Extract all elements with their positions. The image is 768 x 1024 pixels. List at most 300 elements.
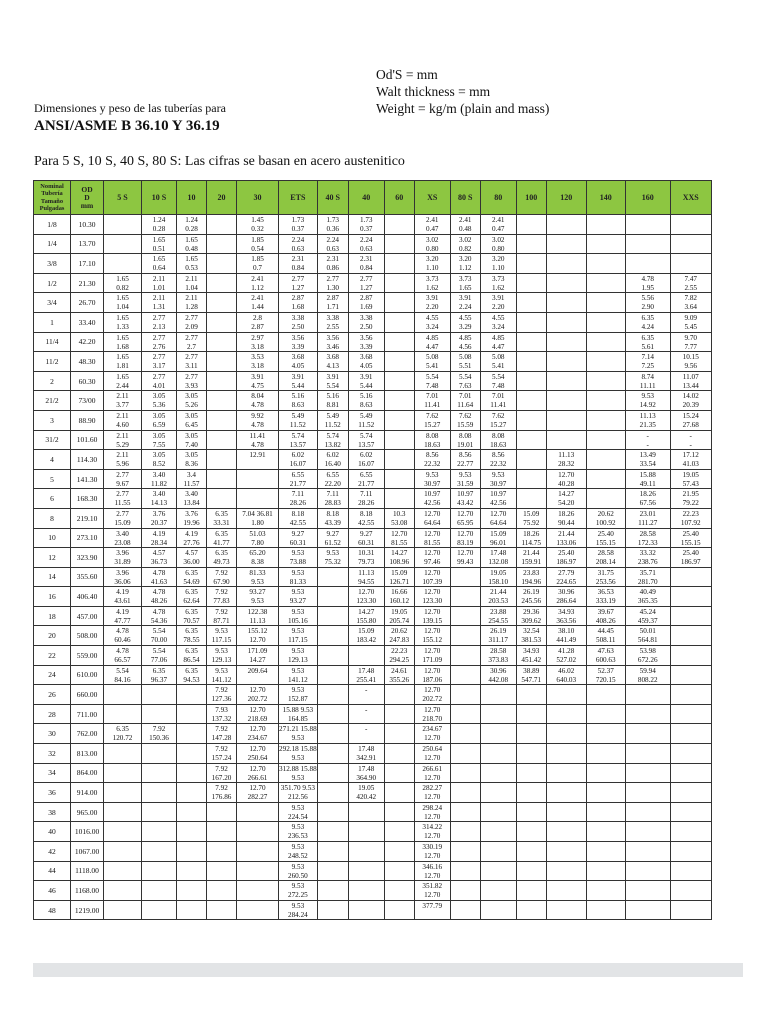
weight-value: 13.44 xyxy=(682,381,699,390)
wall-thickness-value: 271.21 15.88 xyxy=(279,725,317,734)
schedule-cell xyxy=(546,900,586,920)
schedule-cell xyxy=(625,548,670,568)
table-row xyxy=(34,626,712,646)
weight-value: 27.76 xyxy=(183,538,200,547)
wall-thickness-value: 1.85 xyxy=(251,235,264,244)
table-row xyxy=(34,352,712,372)
wall-thickness-value: 12.70 xyxy=(424,607,441,616)
wall-thickness-value: 2.11 xyxy=(185,294,198,303)
schedule-cell xyxy=(177,783,207,803)
weight-value: 5.45 xyxy=(684,322,698,331)
wall-thickness-value: 9.53 xyxy=(291,627,305,636)
schedule-cell xyxy=(104,763,142,783)
weight-value: 2.55 xyxy=(684,283,698,292)
weight-value: 1.71 xyxy=(326,303,340,312)
weight-value: 7.77 xyxy=(684,342,698,351)
wall-thickness-value: 2.41 xyxy=(251,294,264,303)
schedule-cell xyxy=(480,704,516,724)
schedule-cell xyxy=(670,587,711,607)
schedule-cell xyxy=(414,763,450,783)
weight-value: 141.12 xyxy=(211,675,232,684)
schedule-cell xyxy=(142,234,177,254)
weight-value: 108.96 xyxy=(389,558,410,567)
schedule-cell xyxy=(414,646,450,666)
od-cell: 559.00 xyxy=(71,646,104,666)
schedule-cell xyxy=(142,763,177,783)
schedule-cell xyxy=(670,567,711,587)
wall-thickness-value: 12.70 xyxy=(424,666,441,675)
weight-value: 294.25 xyxy=(389,656,410,665)
nominal-size-cell: 48 xyxy=(34,900,71,920)
schedule-cell xyxy=(670,489,711,509)
wall-thickness-value: 9.53 xyxy=(291,843,305,851)
schedule-cell xyxy=(480,724,516,744)
wall-thickness-value: 2.24 xyxy=(291,235,305,244)
schedule-cell xyxy=(450,273,480,293)
weight-value: 4.24 xyxy=(641,322,655,331)
weight-value: 172.33 xyxy=(637,538,658,547)
schedule-cell xyxy=(586,842,625,862)
wall-thickness-value: 9.53 xyxy=(291,803,305,812)
header-schedule: 10 S xyxy=(142,181,177,215)
weight-value: 14.92 xyxy=(639,401,656,410)
wall-thickness-value: 9.53 xyxy=(491,470,505,479)
weight-value: 1.80 xyxy=(251,518,264,527)
schedule-cell xyxy=(348,410,384,430)
wall-thickness-value: 3.56 xyxy=(326,333,340,342)
weight-value: 183.42 xyxy=(356,636,377,645)
schedule-cell xyxy=(237,352,279,372)
weight-value: 66.57 xyxy=(114,656,131,665)
schedule-cell xyxy=(625,273,670,293)
schedule-cell xyxy=(104,646,142,666)
schedule-cell xyxy=(348,744,384,764)
schedule-cell xyxy=(177,430,207,450)
weight-value: 373.83 xyxy=(488,656,509,665)
schedule-cell xyxy=(480,763,516,783)
schedule-cell xyxy=(142,783,177,803)
weight-value: 3.39 xyxy=(291,342,305,351)
schedule-cell xyxy=(670,724,711,744)
od-cell: 219.10 xyxy=(71,508,104,528)
wall-thickness-value: 3.91 xyxy=(291,372,305,381)
schedule-cell xyxy=(670,881,711,901)
weight-value: 11.57 xyxy=(183,479,200,488)
weight-value: 4.05 xyxy=(359,362,373,371)
wall-thickness-value: 9.92 xyxy=(251,411,264,420)
schedule-cell xyxy=(348,352,384,372)
schedule-cell xyxy=(546,332,586,352)
pipe-schedule-table xyxy=(33,180,712,920)
weight-value: 1.10 xyxy=(491,264,505,273)
weight-value: 3.39 xyxy=(359,342,373,351)
schedule-cell xyxy=(450,489,480,509)
weight-value: 365.35 xyxy=(637,597,658,606)
wall-thickness-value: 4.78 xyxy=(641,274,655,283)
wall-thickness-value: 6.35 xyxy=(215,509,228,518)
schedule-cell xyxy=(237,900,279,920)
nominal-size-cell: 10 xyxy=(34,528,71,548)
weight-value: 355.26 xyxy=(389,675,410,684)
weight-value: 12.70 xyxy=(424,773,441,782)
schedule-cell xyxy=(317,332,348,352)
weight-value: 0.84 xyxy=(291,264,305,273)
wall-thickness-value: 6.35 xyxy=(185,607,198,616)
wall-thickness-value: 8.18 xyxy=(326,509,340,518)
table-row xyxy=(34,744,712,764)
wall-thickness-value: 6.55 xyxy=(326,470,340,479)
schedule-cell xyxy=(546,254,586,274)
schedule-cell xyxy=(670,293,711,313)
weight-value: 83.19 xyxy=(457,538,474,547)
schedule-cell xyxy=(480,508,516,528)
schedule-cell xyxy=(348,842,384,862)
schedule-cell xyxy=(414,469,450,489)
wall-thickness-value: 3.38 xyxy=(326,313,340,322)
wall-thickness-value: 298.24 xyxy=(422,803,443,812)
schedule-cell xyxy=(516,254,546,274)
weight-value: 18.63 xyxy=(490,440,507,449)
schedule-cell xyxy=(414,704,450,724)
schedule-cell xyxy=(279,508,318,528)
schedule-cell xyxy=(142,371,177,391)
wall-thickness-value: 9.53 xyxy=(291,549,305,558)
weight-value: 2.20 xyxy=(491,303,505,312)
wall-thickness-value: 12.70 xyxy=(424,705,441,714)
wall-thickness-value: 23.88 xyxy=(490,607,507,616)
weight-value: 16.40 xyxy=(324,460,341,469)
wall-thickness-value: 18.26 xyxy=(523,529,540,538)
wall-thickness-value: 4.19 xyxy=(116,607,129,616)
schedule-cell xyxy=(384,215,414,235)
weight-value: 167.20 xyxy=(211,773,232,782)
wall-thickness-value: 7.93 xyxy=(215,705,228,714)
wall-thickness-value: 12.70 xyxy=(391,529,408,538)
schedule-cell xyxy=(317,312,348,332)
schedule-cell xyxy=(450,665,480,685)
schedule-cell xyxy=(317,900,348,920)
nominal-size-cell: 1/4 xyxy=(34,234,71,254)
schedule-cell xyxy=(317,763,348,783)
schedule-cell xyxy=(516,430,546,450)
schedule-cell xyxy=(348,254,384,274)
wall-thickness-value: 2.77 xyxy=(326,274,340,283)
wall-thickness-value: 14.27 xyxy=(558,490,575,499)
schedule-cell xyxy=(670,763,711,783)
schedule-cell xyxy=(586,724,625,744)
weight-value: 254.55 xyxy=(488,616,509,625)
weight-value: 3.77 xyxy=(116,401,129,410)
weight-value: 186.97 xyxy=(680,558,701,567)
weight-value: 2.20 xyxy=(425,303,439,312)
wall-thickness-value: 53.98 xyxy=(639,647,656,656)
wall-thickness-value: 2.11 xyxy=(152,294,166,303)
schedule-cell xyxy=(142,215,177,235)
table-row xyxy=(34,548,712,568)
schedule-cell xyxy=(177,861,207,881)
weight-value: 42.56 xyxy=(424,499,441,508)
wall-thickness-value: 171.09 xyxy=(247,647,268,656)
od-cell: 141.30 xyxy=(71,469,104,489)
weight-value: 4.78 xyxy=(251,401,264,410)
wall-thickness-value: 5.54 xyxy=(425,372,439,381)
wall-thickness-value: 7.11 xyxy=(360,490,373,499)
weight-value: 4.05 xyxy=(291,362,305,371)
weight-value: 31.59 xyxy=(457,479,474,488)
schedule-cell xyxy=(279,626,318,646)
schedule-cell xyxy=(142,410,177,430)
schedule-cell xyxy=(586,802,625,822)
schedule-cell xyxy=(177,900,207,920)
document-title: ANSI/ASME B 36.10 Y 36.19 xyxy=(34,118,220,134)
wall-thickness-value: 16.66 xyxy=(391,588,408,597)
schedule-cell xyxy=(586,685,625,705)
wall-thickness-value: 7.14 xyxy=(641,353,655,362)
schedule-cell xyxy=(104,391,142,411)
schedule-cell xyxy=(237,548,279,568)
schedule-cell xyxy=(384,783,414,803)
weight-value: 364.90 xyxy=(356,773,377,782)
weight-value: 0.51 xyxy=(152,244,166,253)
schedule-cell xyxy=(142,548,177,568)
schedule-cell xyxy=(279,685,318,705)
weight-value: 4.78 xyxy=(251,440,264,449)
weight-value: 5.51 xyxy=(458,362,472,371)
schedule-cell xyxy=(177,685,207,705)
weight-value: 23.08 xyxy=(114,538,131,547)
wall-thickness-value: 7.62 xyxy=(491,411,505,420)
schedule-cell xyxy=(546,508,586,528)
schedule-cell xyxy=(670,822,711,842)
nominal-size-cell: 2 xyxy=(34,371,71,391)
schedule-cell xyxy=(104,371,142,391)
weight-value: 272.25 xyxy=(287,891,308,900)
weight-value: 187.06 xyxy=(422,675,443,684)
schedule-cell xyxy=(516,626,546,646)
weight-value: 31.89 xyxy=(114,558,131,567)
weight-value: 5.29 xyxy=(116,440,129,449)
wall-thickness-value: 3.20 xyxy=(458,255,472,264)
wall-thickness-value: 28.58 xyxy=(639,529,656,538)
weight-value: 54.36 xyxy=(150,616,168,625)
schedule-cell xyxy=(237,508,279,528)
schedule-cell xyxy=(207,783,237,803)
table-row xyxy=(34,606,712,626)
schedule-cell xyxy=(516,783,546,803)
od-cell: 101.60 xyxy=(71,430,104,450)
nominal-size-cell: 28 xyxy=(34,704,71,724)
wall-thickness-value: 17.48 xyxy=(490,549,507,558)
schedule-cell xyxy=(414,332,450,352)
wall-thickness-value: 14.27 xyxy=(391,549,408,558)
weight-value: 5.96 xyxy=(116,460,129,469)
weight-value: 11.55 xyxy=(114,499,131,508)
wall-thickness-value: 4.55 xyxy=(425,313,439,322)
wall-thickness-value: 6.35 xyxy=(185,666,198,675)
schedule-cell xyxy=(207,352,237,372)
schedule-cell xyxy=(384,450,414,470)
schedule-cell xyxy=(237,293,279,313)
schedule-cell xyxy=(177,312,207,332)
wall-thickness-value: 9.53 xyxy=(458,470,472,479)
nominal-size-cell: 44 xyxy=(34,861,71,881)
schedule-cell xyxy=(177,254,207,274)
wall-thickness-value: 3.38 xyxy=(291,313,305,322)
schedule-cell xyxy=(384,900,414,920)
wall-thickness-value: 9.53 xyxy=(215,666,228,675)
weight-value: 3.29 xyxy=(458,322,472,331)
schedule-cell xyxy=(546,215,586,235)
wall-thickness-value: 3.91 xyxy=(425,294,439,303)
schedule-cell xyxy=(142,254,177,274)
weight-value: - xyxy=(689,440,692,449)
schedule-cell xyxy=(450,352,480,372)
table-row xyxy=(34,704,712,724)
schedule-cell xyxy=(546,744,586,764)
weight-value: 0.80 xyxy=(425,244,439,253)
schedule-cell xyxy=(279,312,318,332)
wall-thickness-value: 312.88 15.88 xyxy=(279,764,317,773)
wall-thickness-value: 3.4 xyxy=(187,470,196,479)
wall-thickness-value: 2.77 xyxy=(185,333,198,342)
schedule-cell xyxy=(348,606,384,626)
wall-thickness-value: 31.75 xyxy=(597,568,614,577)
weight-value: 286.64 xyxy=(556,597,577,606)
schedule-cell xyxy=(586,352,625,372)
weight-value: 7.63 xyxy=(458,381,472,390)
weight-value: 36.06 xyxy=(114,577,131,586)
weight-value: 120.72 xyxy=(112,734,133,743)
wall-thickness-value: 1.65 xyxy=(152,255,166,264)
header-schedule: 40 S xyxy=(317,181,348,215)
wall-thickness-value: 3.91 xyxy=(326,372,340,381)
weight-value: 100.92 xyxy=(595,518,616,527)
schedule-cell xyxy=(586,626,625,646)
schedule-cell xyxy=(480,489,516,509)
schedule-cell xyxy=(625,352,670,372)
schedule-cell xyxy=(450,881,480,901)
od-cell: 33.40 xyxy=(71,312,104,332)
header-schedule: 30 xyxy=(237,181,279,215)
schedule-cell xyxy=(104,861,142,881)
weight-value: 451.42 xyxy=(521,656,542,665)
weight-value: 81.55 xyxy=(391,538,408,547)
header-schedule: 20 xyxy=(207,181,237,215)
wall-thickness-value: 9.53 xyxy=(215,627,228,636)
schedule-cell xyxy=(279,293,318,313)
weight-value: 21.77 xyxy=(289,479,306,488)
weight-value: 21.77 xyxy=(358,479,375,488)
wall-thickness-value: 12.70 xyxy=(424,509,441,518)
weight-value: 40.28 xyxy=(558,479,575,488)
nominal-size-cell: 31/2 xyxy=(34,430,71,450)
wall-thickness-value: 2.31 xyxy=(326,255,340,264)
weight-value: 0.54 xyxy=(251,244,264,253)
schedule-cell xyxy=(546,763,586,783)
weight-value: 408.26 xyxy=(595,616,616,625)
weight-value: 11.82 xyxy=(151,479,167,488)
table-row xyxy=(34,215,712,235)
schedule-cell xyxy=(207,744,237,764)
header-schedule: XS xyxy=(414,181,450,215)
nominal-size-cell: 40 xyxy=(34,822,71,842)
schedule-cell xyxy=(348,802,384,822)
od-cell: 965.00 xyxy=(71,802,104,822)
weight-value: 218.69 xyxy=(247,714,268,723)
od-cell: 17.10 xyxy=(71,254,104,274)
weight-value: 123.30 xyxy=(356,597,377,606)
schedule-cell xyxy=(625,822,670,842)
table-row xyxy=(34,312,712,332)
wall-thickness-value: 12.70 xyxy=(424,549,441,558)
wall-thickness-value: 23.83 xyxy=(523,568,540,577)
schedule-cell xyxy=(546,665,586,685)
schedule-cell xyxy=(516,763,546,783)
table-row xyxy=(34,822,712,842)
schedule-cell xyxy=(546,724,586,744)
wall-thickness-value: 3.96 xyxy=(116,549,129,558)
wall-thickness-value: 2.77 xyxy=(185,313,198,322)
weight-value: 176.86 xyxy=(211,793,232,802)
schedule-cell xyxy=(237,391,279,411)
wall-thickness-value: 5.54 xyxy=(116,666,129,675)
schedule-cell xyxy=(546,391,586,411)
od-cell: 273.10 xyxy=(71,528,104,548)
schedule-cell xyxy=(279,215,318,235)
wall-thickness-value: 11.13 xyxy=(358,568,375,577)
weight-value: 127.36 xyxy=(211,695,232,704)
wall-thickness-value: 2.31 xyxy=(291,255,305,264)
table-row xyxy=(34,489,712,509)
weight-value: 1.33 xyxy=(116,322,129,331)
weight-value: 11.13 xyxy=(249,616,266,625)
weight-value: 1.31 xyxy=(152,303,166,312)
schedule-cell xyxy=(237,371,279,391)
schedule-cell xyxy=(177,391,207,411)
wall-thickness-value: 6.35 xyxy=(641,313,655,322)
wall-thickness-value: 3.91 xyxy=(458,294,472,303)
units-od: Od'S = mm xyxy=(376,67,438,82)
schedule-cell xyxy=(348,215,384,235)
schedule-cell xyxy=(450,900,480,920)
wall-thickness-value: 30.96 xyxy=(558,588,575,597)
schedule-cell xyxy=(384,371,414,391)
weight-value: 43.42 xyxy=(457,499,474,508)
wall-thickness-value: 2.77 xyxy=(152,372,166,381)
schedule-cell xyxy=(516,900,546,920)
weight-value: 43.61 xyxy=(114,597,131,606)
table-row xyxy=(34,567,712,587)
wall-thickness-value: 8.18 xyxy=(359,509,373,518)
units-wall-thickness: Walt thickness = mm xyxy=(376,84,491,99)
schedule-cell xyxy=(414,802,450,822)
wall-thickness-value: 12.70 xyxy=(424,568,441,577)
schedule-cell xyxy=(142,724,177,744)
weight-value: 117.15 xyxy=(288,636,308,645)
weight-value: 105.16 xyxy=(287,616,308,625)
weight-value: 281.70 xyxy=(637,577,658,586)
weight-value: 2.87 xyxy=(251,322,264,331)
schedule-cell xyxy=(546,234,586,254)
od-cell: 42.20 xyxy=(71,332,104,352)
weight-value: 9.53 xyxy=(291,773,305,782)
schedule-cell xyxy=(142,646,177,666)
weight-value: 155.80 xyxy=(356,616,377,625)
wall-thickness-value: 346.16 xyxy=(422,862,443,871)
header-schedule: 40 xyxy=(348,181,384,215)
weight-value: 75.92 xyxy=(523,518,540,527)
weight-value: 1.95 xyxy=(641,283,655,292)
